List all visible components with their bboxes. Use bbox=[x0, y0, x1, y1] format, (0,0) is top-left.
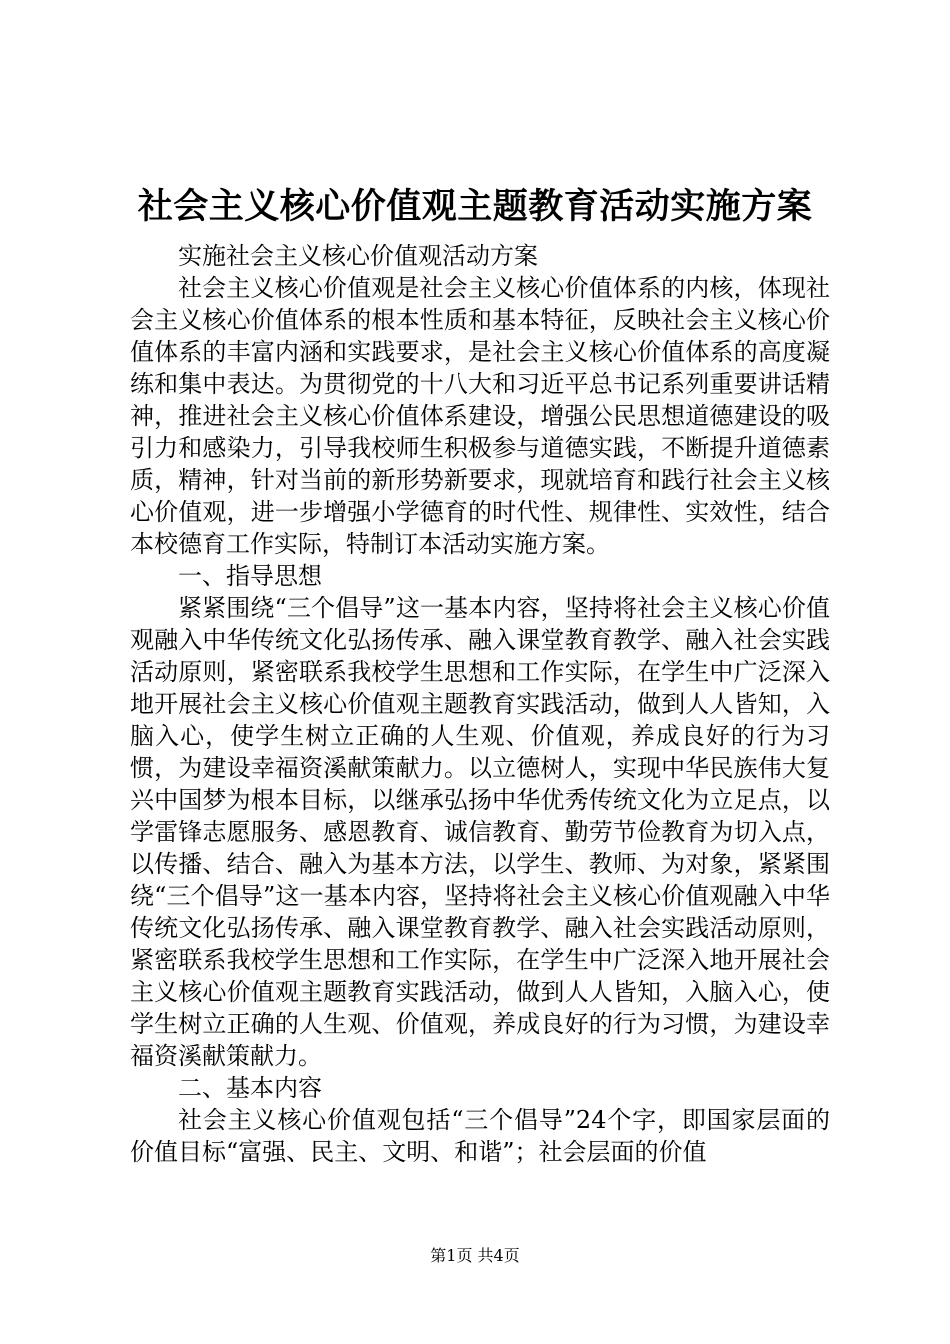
guiding-ideology-paragraph: 紧紧围绕“三个倡导”这一基本内容，坚持将社会主义核心价值观融入中华传统文化弘扬传承、融入课堂教育教学、融入社会实践活动原则，紧密联系我校学生思想和工作实际，在学生中广泛深入地开展社会主义核心价值观主题教育实践活动，做到人人皆知，入脑入心，使学生树立正确的人生观、价值观，养成良好的行为习惯，为建设幸福资溪献策献力。以立德树人，实现中华民族伟大复兴中国梦为根本目标，以继承弘扬中华优秀传统文化为立足点，以学雷锋志愿服务、感恩教育、诚信教育、勤劳节俭教育为切入点，以传播、结合、融入为基本方法，以学生、教师、为对象，紧紧围绕“三个倡导”这一基本内容，坚持将社会主义核心价值观融入中华传统文化弘扬传承、融入课堂教育教学、融入社会实践活动原则，紧密联系我校学生思想和工作实际，在学生中广泛深入地开展社会主义核心价值观主题教育实践活动，做到人人皆知，入脑入心，使学生树立正确的人生观、价值观，养成良好的行为习惯，为建设幸福资溪献策献力。 bbox=[130, 594, 830, 1070]
page-total: 共4页 bbox=[477, 1246, 520, 1265]
section-heading-basic-content: 二、基本内容 bbox=[178, 1074, 322, 1102]
document-subtitle: 实施社会主义核心价值观活动方案 bbox=[178, 242, 538, 270]
basic-content-paragraph: 社会主义核心价值观包括“三个倡导”24个字，即国家层面的价值目标“富强、民主、文明、和谐”；社会层面的价值 bbox=[130, 1106, 830, 1166]
intro-paragraph: 社会主义核心价值观是社会主义核心价值体系的内核，体现社会主义核心价值体系的根本性质和基本特征，反映社会主义核心价值体系的丰富内涵和实践要求，是社会主义核心价值体系的高度凝练和集中表达。为贯彻党的十八大和习近平总书记系列重要讲话精神，推进社会主义核心价值体系建设，增强公民思想道德建设的吸引力和感染力，引导我校师生积极参与道德实践，不断提升道德素质，精神，针对当前的新形势新要求，现就培育和践行社会主义核心价值观，进一步增强小学德育的时代性、规律性、实效性，结合本校德育工作实际，特制订本活动实施方案。 bbox=[130, 274, 830, 558]
page-number: 第1页 bbox=[430, 1246, 473, 1265]
page-footer bbox=[0, 1244, 950, 1268]
document-title: 社会主义核心价值观主题教育活动实施方案 bbox=[137, 186, 813, 227]
section-heading-guiding-ideology: 一、指导思想 bbox=[178, 562, 322, 590]
document-body bbox=[130, 240, 830, 1168]
